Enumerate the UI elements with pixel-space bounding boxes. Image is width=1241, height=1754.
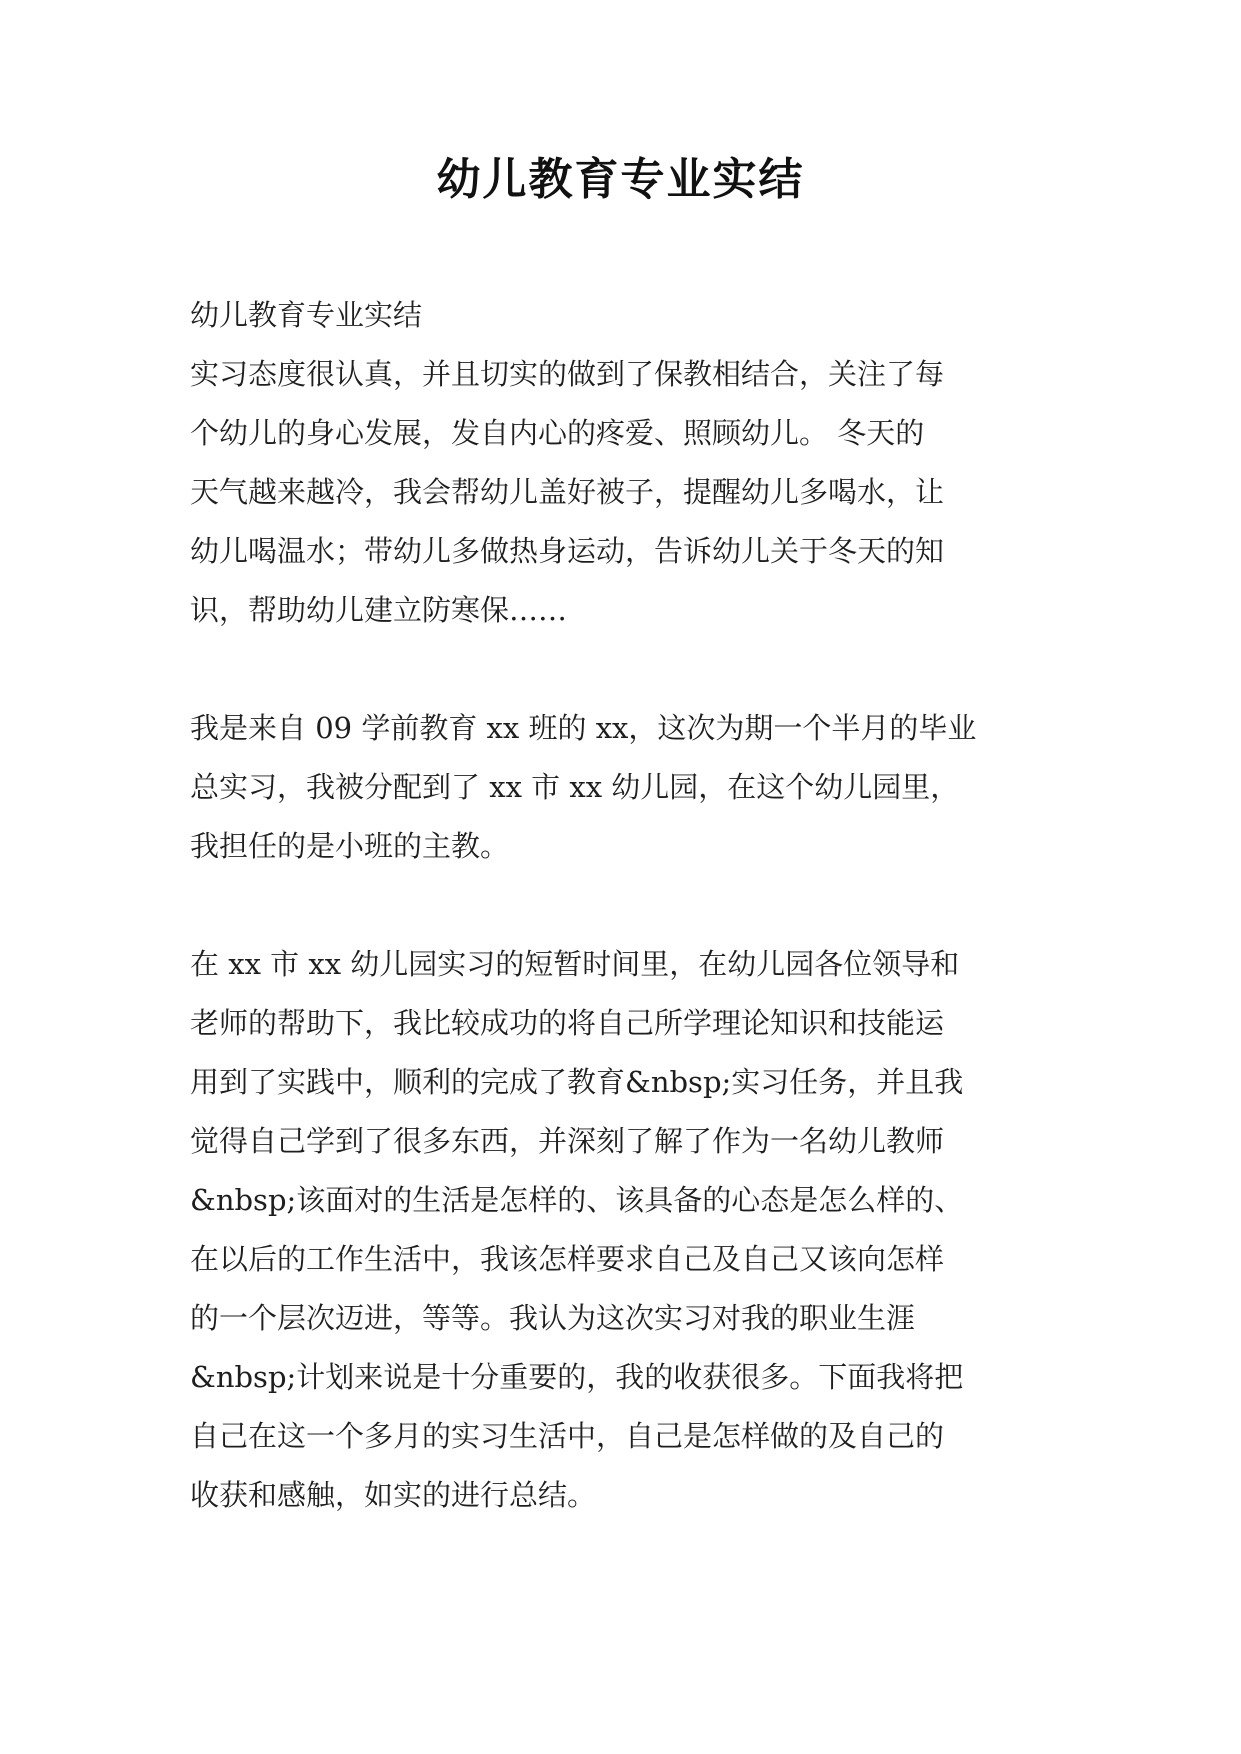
paragraph-1-line: 实习态度很认真，并且切实的做到了保教相结合，关注了每 (190, 357, 945, 391)
paragraph-3-line: 自己在这一个多月的实习生活中，自己是怎样做的及自己的 (190, 1419, 945, 1453)
paragraph-3-line: 老师的帮助下，我比较成功的将自己所学理论知识和技能运 (190, 1006, 945, 1040)
paragraph-3-line: 收获和感触，如实的进行总结。 (190, 1478, 597, 1512)
paragraph-3-line: 在以后的工作生活中，我该怎样要求自己及自己又该向怎样 (190, 1242, 945, 1276)
paragraph-3-line: 用到了实践中，顺利的完成了教育&nbsp;实习任务，并且我 (190, 1065, 964, 1099)
paragraph-3-line: &nbsp;计划来说是十分重要的，我的收获很多。下面我将把 (190, 1360, 964, 1394)
paragraph-3-line: 觉得自己学到了很多东西，并深刻了解了作为一名幼儿教师 (190, 1124, 945, 1158)
paragraph-2-line: 总实习，我被分配到了 xx 市 xx 幼儿园，在这个幼儿园里， (190, 770, 960, 804)
paragraph-1-line: 个幼儿的身心发展，发自内心的疼爱、照顾幼儿。 冬天的 (190, 416, 925, 450)
paragraph-2-line: 我是来自 09 学前教育 xx 班的 xx，这次为期一个半月的毕业 (190, 711, 977, 745)
paragraph-3-line: &nbsp;该面对的生活是怎样的、该具备的心态是怎么样的、 (190, 1183, 964, 1217)
document-subtitle: 幼儿教育专业实结 (190, 298, 423, 332)
paragraph-gap (190, 640, 1060, 699)
paragraph-2-line: 我担任的是小班的主教。 (190, 829, 510, 863)
paragraph-1-line: 幼儿喝温水；带幼儿多做热身运动，告诉幼儿关于冬天的知 (190, 534, 945, 568)
paragraph-3-line: 的一个层次迈进，等等。我认为这次实习对我的职业生涯 (190, 1301, 916, 1335)
document-title: 幼儿教育专业实结 (436, 154, 805, 205)
document-body (190, 286, 1060, 1525)
paragraph-3-line: 在 xx 市 xx 幼儿园实习的短暂时间里，在幼儿园各位领导和 (190, 947, 960, 981)
paragraph-1-line: 天气越来越冷，我会帮幼儿盖好被子，提醒幼儿多喝水，让 (190, 475, 945, 509)
paragraph-gap (190, 876, 1060, 935)
paragraph-1-line: 识，帮助幼儿建立防寒保…… (190, 593, 568, 627)
